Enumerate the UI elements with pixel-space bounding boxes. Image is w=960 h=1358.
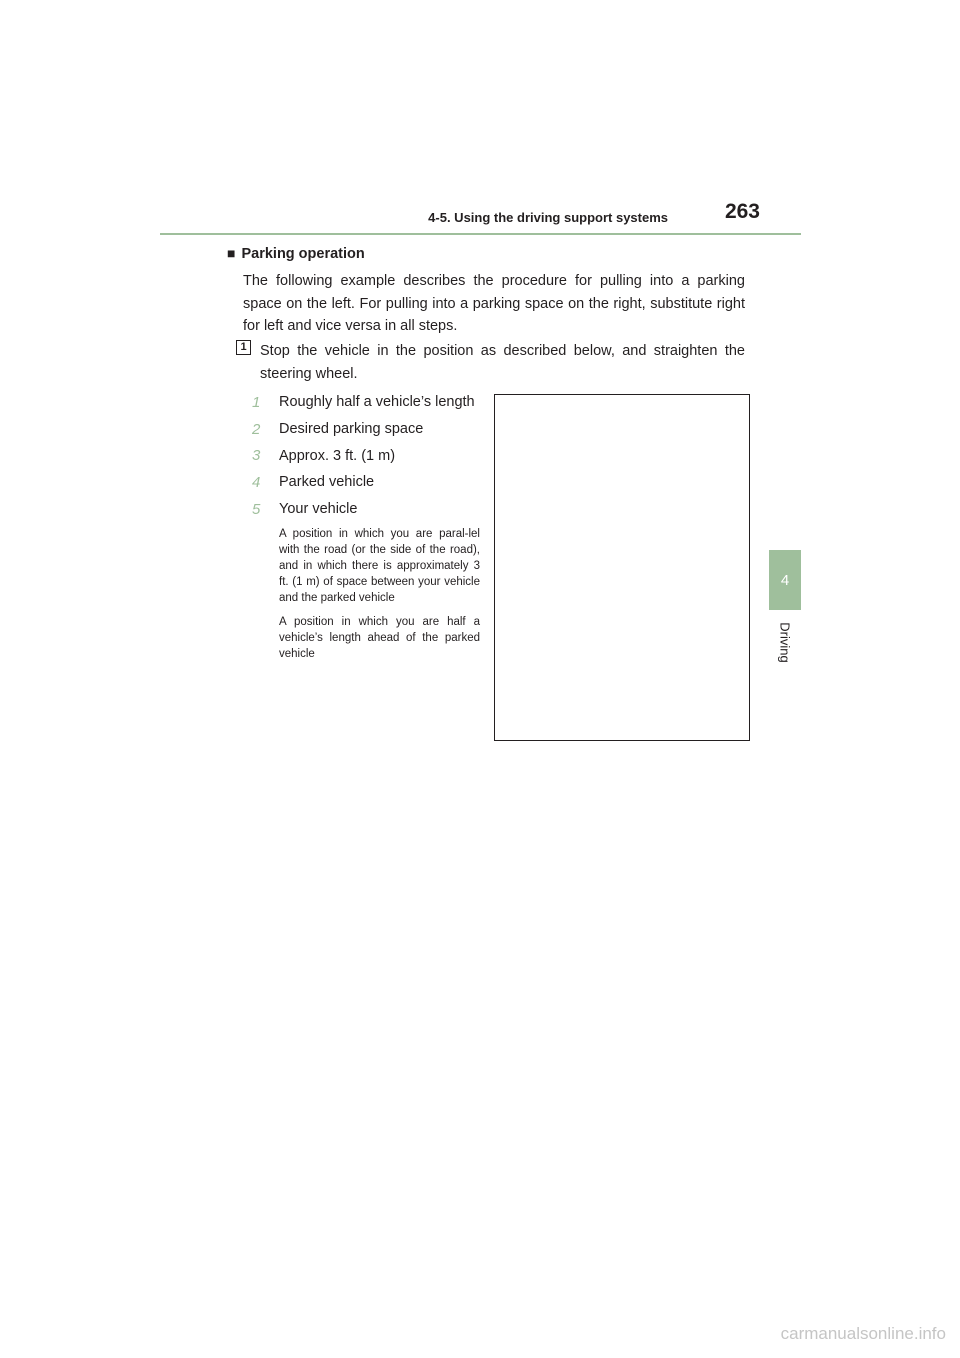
legend-item [252,442,484,469]
legend-number: 5 [252,500,261,518]
legend-number: 3 [252,447,261,465]
chapter-label: Driving [777,621,793,663]
page-number: 263 [724,200,760,223]
header-rule [160,233,801,235]
legend-item [252,416,484,443]
legend-label: Parked vehicle [279,474,375,491]
legend-number: 2 [252,420,261,438]
illustration-frame [494,394,750,741]
section-heading [227,245,365,262]
chapter-tab [769,550,801,610]
legend-item [252,389,484,416]
figure-notes [279,526,480,670]
legend-label: Desired parking space [279,421,424,438]
step-number-badge: 1 [236,340,251,355]
intro-paragraph: The following example describes the procedure for pulling into a parking space on the left. For pulling into a parking space on the right, substitute right for left and vice versa in all steps. [243,273,745,334]
square-bullet-icon: ■ [227,245,236,261]
section-heading-text: Parking operation [241,246,365,262]
step-text: Stop the vehicle in the position as described below, and straighten the steering wheel. [260,343,745,382]
legend-label: Approx. 3 ft. (1 m) [279,447,396,464]
watermark: carmanualsonline.info [780,1324,946,1343]
legend-item [252,469,484,496]
legend-number: 4 [252,473,261,491]
note-paragraph: A position in which you are half a vehicle’s length ahead of the parked vehicle [279,616,480,660]
note-paragraph: A position in which you are paral-lel with the road (or the side of the road), and in which there is approximately 3 ft. (1 m) of space between your vehicle and the parked vehicle [279,528,480,604]
chapter-label-wrap [769,612,801,672]
legend-item [252,496,484,523]
legend-label: Your vehicle [279,501,358,518]
legend-number: 1 [252,393,261,411]
legend-label: Roughly half a vehicle’s length [279,394,475,411]
chapter-number: 4 [780,571,790,589]
figure-legend [252,389,484,522]
header-title: 4-5. Using the driving support systems [428,210,668,225]
